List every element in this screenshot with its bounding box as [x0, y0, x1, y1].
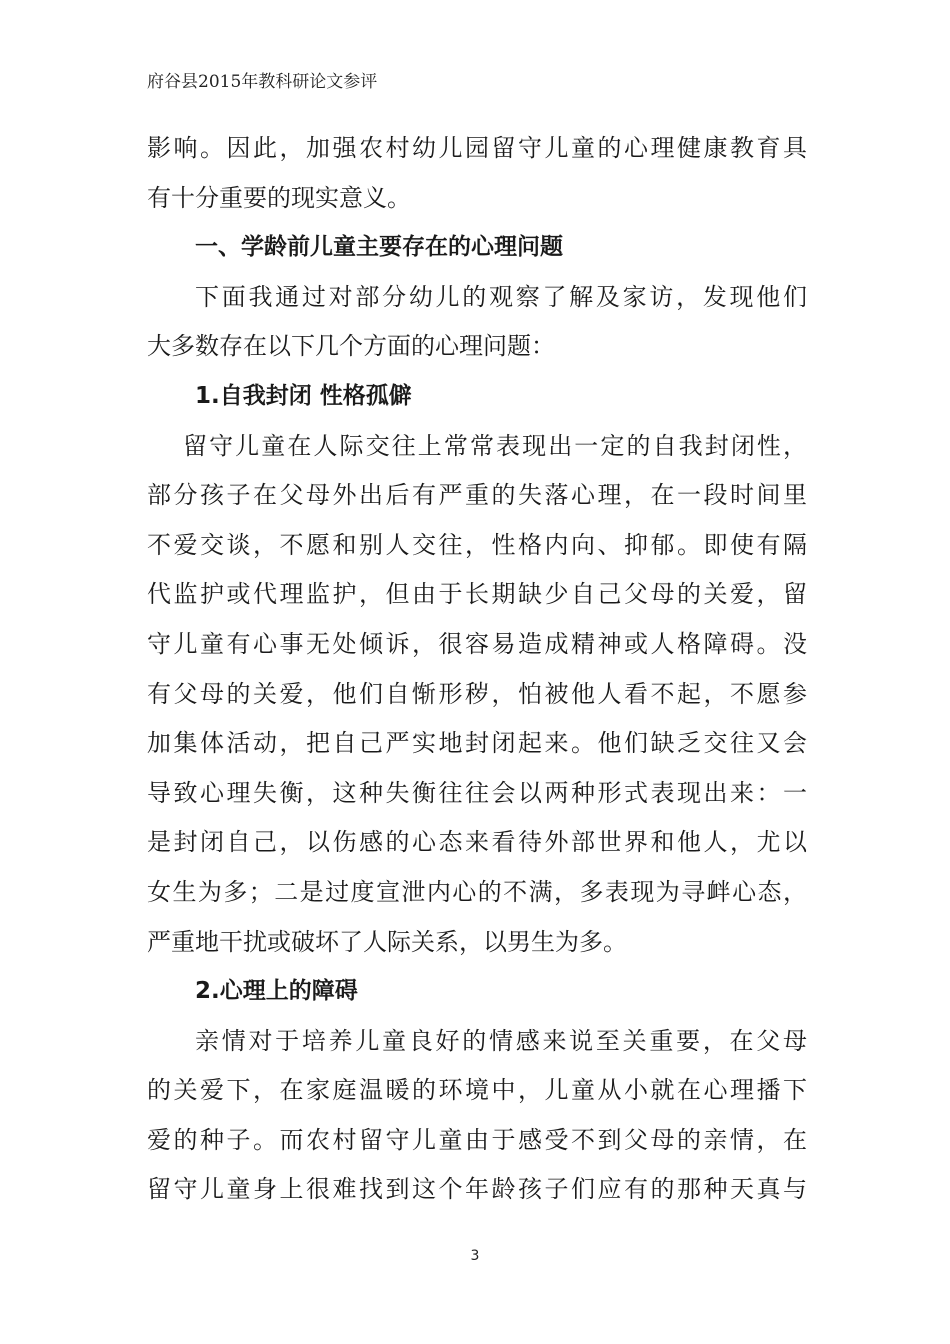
page-header: 府谷县2015年教科研论文参评	[147, 72, 378, 92]
paragraph-line: 有十分重要的现实意义。	[147, 183, 411, 212]
paragraph-line: 部分孩子在父母外出后有严重的失落心理，在一段时间里	[147, 481, 807, 510]
paragraph-line: 有父母的关爱，他们自惭形秽，怕被他人看不起，不愿参	[147, 679, 807, 708]
section-heading: 一、学龄前儿童主要存在的心理问题	[195, 234, 563, 261]
page-number: 3	[470, 1248, 480, 1264]
paragraph-line: 下面我通过对部分幼儿的观察了解及家访，发现他们	[195, 282, 807, 311]
paragraph-line: 不爱交谈，不愿和别人交往，性格内向、抑郁。即使有隔	[147, 530, 807, 559]
paragraph-line: 留守儿童身上很难找到这个年龄孩子们应有的那种天真与	[147, 1175, 807, 1204]
paragraph-line: 留守儿童在人际交往上常常表现出一定的自我封闭性，	[183, 431, 807, 460]
paragraph-line: 大多数存在以下几个方面的心理问题：	[147, 332, 555, 361]
paragraph-line: 守儿童有心事无处倾诉，很容易造成精神或人格障碍。没	[147, 629, 807, 658]
paragraph-line: 导致心理失衡，这种失衡往往会以两种形式表现出来：一	[147, 778, 807, 807]
subsection-heading: 1.自我封闭 性格孤僻	[195, 382, 412, 409]
paragraph-line: 女生为多；二是过度宣泄内心的不满，多表现为寻衅心态，	[147, 877, 807, 906]
subsection-heading: 2.心理上的障碍	[195, 978, 358, 1005]
paragraph-line: 加集体活动，把自己严实地封闭起来。他们缺乏交往又会	[147, 729, 807, 758]
paragraph-line: 代监护或代理监护，但由于长期缺少自己父母的关爱，留	[147, 580, 807, 609]
paragraph-line: 严重地干扰或破坏了人际关系，以男生为多。	[147, 927, 627, 956]
document-body	[147, 124, 807, 1215]
paragraph-line: 是封闭自己，以伤感的心态来看待外部世界和他人，尤以	[147, 828, 807, 857]
paragraph-line: 的关爱下，在家庭温暖的环境中，儿童从小就在心理播下	[147, 1076, 807, 1105]
paragraph-line: 亲情对于培养儿童良好的情感来说至关重要，在父母	[195, 1026, 807, 1055]
paragraph-line: 影响。因此，加强农村幼儿园留守儿童的心理健康教育具	[147, 134, 807, 162]
paragraph-line: 爱的种子。而农村留守儿童由于感受不到父母的亲情，在	[147, 1125, 807, 1154]
